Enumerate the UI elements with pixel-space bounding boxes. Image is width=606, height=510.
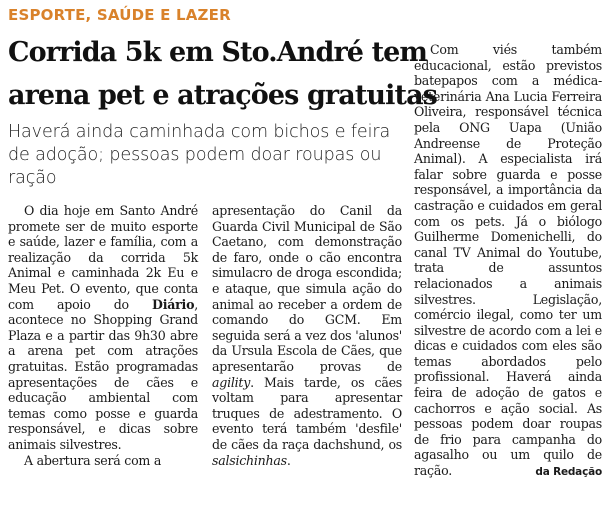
- column-3: [414, 42, 602, 481]
- headline-line-2: arena pet e atrações gratuitas: [8, 80, 437, 111]
- newspaper-name: Diário: [152, 296, 195, 312]
- col1-text-a: O dia hoje em Santo André promete ser de muito esporte e saúde, lazer e família, com a realização da corrida 5k Animal e caminhada 2k Eu e Meu Pet. O evento, que conta com apoio do: [8, 203, 198, 312]
- column-2-paragraph-1: [212, 203, 402, 468]
- column-1-paragraph-2: A abertura será com a: [24, 452, 162, 468]
- subheadline: Haverá ainda caminhada com bichos e feira de adoção; pessoas podem doar roupas ou ração: [8, 122, 391, 188]
- byline-credit: da Redação: [535, 466, 602, 479]
- col2-italic-agility: agility: [212, 374, 251, 390]
- column-1-paragraph-1: [8, 203, 198, 453]
- section-label: ESPORTE, SAÚDE E LAZER: [8, 6, 231, 24]
- body-columns: [8, 203, 402, 468]
- col3-text: Com viés também educacional, estão previstos batepapos com a médica-veterinária Ana Lucia Ferreira Oliveira, responsável técnica pela ONG Uapa (União Andreense de Proteção Animal). A especialista irá falar sobre guarda e posse responsável, a importância da castração e cuidados em geral com os pets. Já o biólogo Guilherme Domenichelli, do canal TV Animal do Youtube, trata de assuntos relacionados a animais silvestres. Legislação, comércio ilegal, como ter um silvestre de acordo com a lei e dicas e cuidados com eles são temas abordados pelo profissional. Haverá ainda feira de adoção de gatos e cachorros e ação social. As pessoas podem doar roupas de frio para campanha do agasalho ou um quilo de ração.: [414, 42, 602, 479]
- article-main: [8, 6, 437, 468]
- column-2: [212, 203, 402, 468]
- col2-text-a: apresentação do Canil da Guarda Civil Municipal de São Caetano, com demonstração de faro, onde o cão encontra simulacro de droga escondida; e ataque, que simula ação do animal ao receber a ordem de comando do GCM. Em seguida será a vez dos 'alunos' da Ursula Escola de Cães, que apresentarão provas de: [212, 203, 402, 374]
- headline-line-1: Corrida 5k em Sto.André tem: [8, 37, 428, 68]
- column-3-paragraph-1: [414, 42, 602, 479]
- col2-text-b: . Mais tarde, os cães voltam para apresentar truques de adestramento. O evento terá também 'desfile' de cães da raça dachshund, os: [212, 374, 402, 452]
- col1-text-b: , acontece no Shopping Grand Plaza e a partir das 9h30 abre a arena pet com atrações gratuitas. Estão programadas apresentações de cães e educação ambiental com temas como posse e guarda responsável, e dicas sobre animais silvestres.: [8, 296, 198, 452]
- column-1: [8, 203, 198, 468]
- col2-italic-salsichinhas: salsichinhas: [212, 452, 287, 468]
- col2-text-c: .: [286, 452, 291, 468]
